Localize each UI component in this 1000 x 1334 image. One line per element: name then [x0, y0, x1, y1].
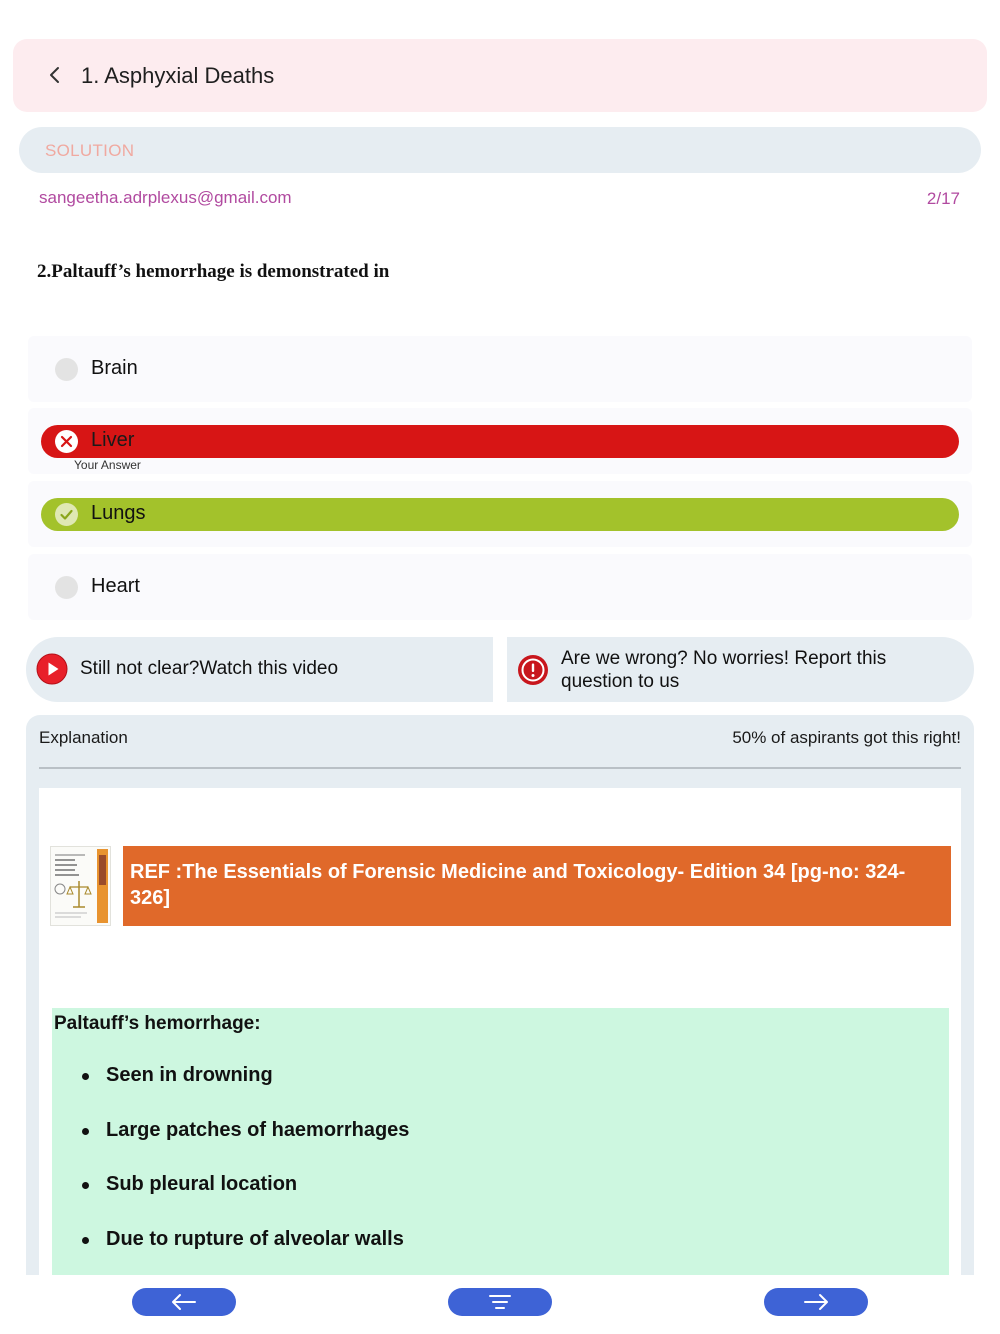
question-counter: 2/17: [926, 189, 960, 208]
solution-bar: [19, 127, 981, 173]
option-lungs[interactable]: [28, 481, 972, 547]
alert-icon: [517, 654, 549, 686]
list-item: Sub pleural location: [82, 1173, 409, 1228]
watch-video-label: Still not clear?Watch this video: [80, 658, 339, 679]
question-list-button[interactable]: [448, 1288, 552, 1316]
option-label: Liver: [91, 429, 135, 451]
user-email: sangeetha.adrplexus@gmail.com: [39, 188, 292, 207]
option-label: Heart: [91, 575, 140, 597]
arrow-right-icon: [801, 1292, 831, 1312]
key-points-title: Paltauff’s hemorrhage:: [54, 1013, 261, 1034]
aspirants-stat: 50% of aspirants got this right!: [732, 728, 961, 747]
report-question-label: Are we wrong? No worries! Report this question to us: [561, 648, 887, 692]
check-circle-icon: [55, 503, 78, 526]
wrong-answer-highlight: [41, 425, 959, 458]
report-question-button[interactable]: [507, 637, 974, 702]
option-heart[interactable]: [28, 554, 972, 620]
radio-icon: [55, 358, 78, 381]
correct-answer-highlight: [41, 498, 959, 531]
radio-icon: [55, 576, 78, 599]
option-label: Brain: [91, 357, 138, 379]
book-cover-image: [50, 846, 111, 926]
divider: [39, 767, 961, 769]
option-label: Lungs: [91, 502, 146, 524]
question-text: 2.Paltauff’s hemorrhage is demonstrated in: [37, 261, 390, 282]
watch-video-button[interactable]: [26, 637, 493, 702]
page-title: 1. Asphyxial Deaths: [81, 63, 275, 88]
next-question-button[interactable]: [764, 1288, 868, 1316]
menu-icon: [485, 1292, 515, 1312]
option-liver[interactable]: [28, 408, 972, 474]
list-item: Seen in drowning: [82, 1064, 409, 1119]
explanation-panel: [26, 715, 974, 1275]
option-brain[interactable]: [28, 336, 972, 402]
play-icon: [36, 653, 68, 685]
explanation-content[interactable]: [39, 788, 961, 1275]
list-item: Due to rupture of alveolar walls: [82, 1228, 409, 1283]
your-answer-note: Your Answer: [74, 458, 141, 472]
key-points-list: [82, 1064, 409, 1282]
previous-question-button[interactable]: [132, 1288, 236, 1316]
header-bar: [13, 39, 987, 112]
reference-text: REF :The Essentials of Forensic Medicine and Toxicology- Edition 34 [pg-no: 324-326]: [130, 861, 906, 909]
explanation-label: Explanation: [39, 728, 128, 747]
solution-label: SOLUTION: [45, 141, 135, 160]
reference-banner: [123, 846, 951, 926]
cross-circle-icon: [55, 430, 78, 453]
list-item: Large patches of haemorrhages: [82, 1119, 409, 1174]
arrow-left-icon: [169, 1292, 199, 1312]
key-points-box: [52, 1008, 949, 1275]
back-arrow-icon[interactable]: [43, 63, 67, 87]
